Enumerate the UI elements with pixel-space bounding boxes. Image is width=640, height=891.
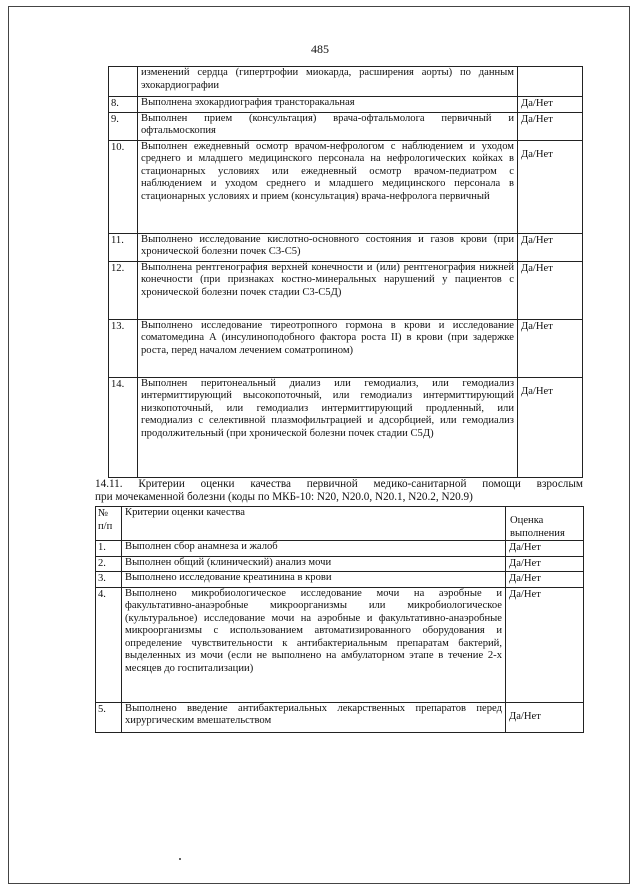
table-row xyxy=(109,112,583,140)
assessment-value: Да/Нет xyxy=(506,541,584,557)
assessment-value: Да/Нет xyxy=(518,319,583,377)
table-row xyxy=(96,587,584,702)
criterion-text: Выполнено исследование тиреотропного гормона в крови и исследование соматомедина А (инсулиноподобного фактора роста II) в крови (при задержке роста, перед началом лечением соматропином) xyxy=(138,319,518,377)
row-number: 3. xyxy=(96,572,122,588)
assessment-value: Да/Нет xyxy=(518,97,583,113)
criterion-text: Выполнена рентгенография верхней конечности и (или) рентгенография нижней конечности (при признаках костно-минеральных нарушений у пациентов с хронической болезни почек стадии С3-С5Д) xyxy=(138,261,518,319)
table-row xyxy=(109,319,583,377)
section-heading-line1: 14.11. Критерии оценки качества первичной медико-санитарной помощи взрослым xyxy=(95,478,583,490)
row-number xyxy=(109,67,138,97)
table-row xyxy=(96,702,584,732)
header-criterion: Критерии оценки качества xyxy=(122,507,506,541)
row-number: 14. xyxy=(109,377,138,477)
assessment-value: Да/Нет xyxy=(518,140,583,233)
row-number: 9. xyxy=(109,112,138,140)
criterion-text: Выполнен общий (клинический) анализ мочи xyxy=(122,556,506,572)
assessment-value: Да/Нет xyxy=(518,233,583,261)
criterion-text: Выполнено исследование кислотно-основного состояния и газов крови (при хронической болезни почек С3-С5) xyxy=(138,233,518,261)
assessment-value: Да/Нет xyxy=(506,702,584,732)
criterion-text: Выполнен перитонеальный диализ или гемодиализ, или гемодиализ интермиттирующий высокопоточный, или гемодиализ интермиттирующий низкопоточный, или гемодиализ интермиттирующий продленный, или гемодиализ с селективной плазмофильтрацией и адсорбцией, или гемодиализ продолжительный (при хронической болезни почек стадии С5Д) xyxy=(138,377,518,477)
row-number: 4. xyxy=(96,587,122,702)
table-row xyxy=(109,377,583,477)
row-number: 2. xyxy=(96,556,122,572)
criterion-text: Выполнено микробиологическое исследование мочи на аэробные и факультативно-анаэробные микроорганизмы или микробиологическое (культуральное) исследование мочи на аэробные и факультативно-анаэробные микроорганизмы с использованием автоматизированного оборудования и определение чувствительности к антибактериальным препаратам бактерий, выделенных из мочи (если не выполнено на амбулаторном этапе в течение 2-х месяцев до госпитализации) xyxy=(122,587,506,702)
table-row xyxy=(109,97,583,113)
row-number: 8. xyxy=(109,97,138,113)
table-row xyxy=(109,233,583,261)
criterion-text: Выполнена эхокардиография трансторакальная xyxy=(138,97,518,113)
table-row xyxy=(109,140,583,233)
assessment-value: Да/Нет xyxy=(518,112,583,140)
header-assessment: Оценка выполнения xyxy=(506,507,584,541)
row-number: 13. xyxy=(109,319,138,377)
assessment-value: Да/Нет xyxy=(506,556,584,572)
section-heading xyxy=(95,478,583,504)
table-row xyxy=(109,261,583,319)
table-header-row xyxy=(96,507,584,541)
assessment-value: Да/Нет xyxy=(518,261,583,319)
assessment-value: Да/Нет xyxy=(518,377,583,477)
table-row xyxy=(96,541,584,557)
criterion-text: Выполнен прием (консультация) врача-офтальмолога первичный и офтальмоскопия xyxy=(138,112,518,140)
row-number: 5. xyxy=(96,702,122,732)
criterion-text: Выполнено введение антибактериальных лекарственных препаратов перед хирургическим вмешательством xyxy=(122,702,506,732)
assessment-value: Да/Нет xyxy=(506,572,584,588)
row-number: 11. xyxy=(109,233,138,261)
table-row xyxy=(96,556,584,572)
row-number: 1. xyxy=(96,541,122,557)
scan-speck xyxy=(179,858,181,860)
table-row xyxy=(96,572,584,588)
criteria-table-urolithiasis xyxy=(95,506,584,733)
criterion-text: изменений сердца (гипертрофии миокарда, расширения аорты) по данным эхокардиографии xyxy=(138,67,518,97)
row-number: 12. xyxy=(109,261,138,319)
section-heading-line2: при мочекаменной болезни (коды по МКБ-10: N20, N20.0, N20.1, N20.2, N20.9) xyxy=(95,491,473,503)
criterion-text: Выполнено исследование креатинина в крови xyxy=(122,572,506,588)
header-num: № п/п xyxy=(96,507,122,541)
criterion-text: Выполнен сбор анамнеза и жалоб xyxy=(122,541,506,557)
row-number: 10. xyxy=(109,140,138,233)
criteria-table-continued xyxy=(108,66,583,478)
page-number: 485 xyxy=(311,42,329,56)
assessment-value: Да/Нет xyxy=(506,587,584,702)
table-row xyxy=(109,67,583,97)
criterion-text: Выполнен ежедневный осмотр врачом-нефрологом с наблюдением и уходом среднего и младшего медицинского персонала на нефрологических койках в стационарных условиях или ежедневный осмотр врачом-педиатром с наблюдением и уходом среднего и младшего медицинского персонала в стационарных условиях и прием (консультация) врача-нефролога первичный xyxy=(138,140,518,233)
assessment-value xyxy=(518,67,583,97)
